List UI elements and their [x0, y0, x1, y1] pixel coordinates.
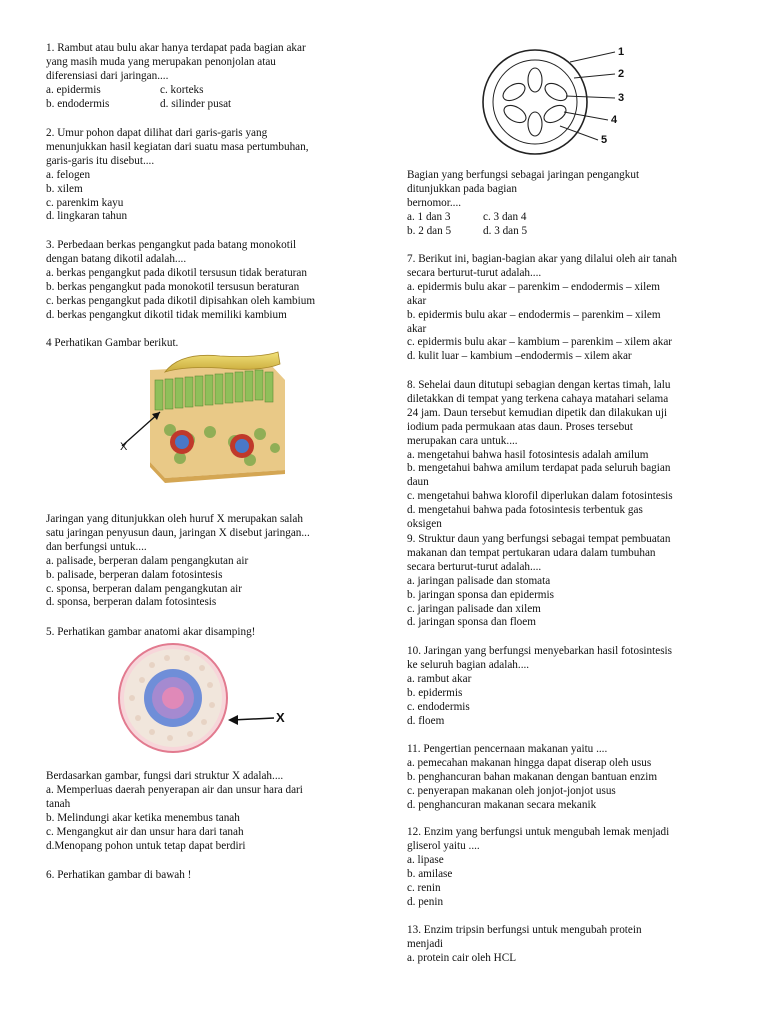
question-10	[407, 645, 737, 728]
q6-option-c: c. 3 dan 4	[483, 210, 527, 223]
q9-option-c: c. jaringan palisade dan xilem	[407, 602, 541, 615]
leaf-figure-label-x: X	[120, 441, 128, 453]
question-11-stem: 11. Pengertian pencernaan makanan yaitu ....	[407, 743, 608, 755]
question-12	[407, 826, 737, 909]
question-1-stem: 1. Rambut atau bulu akar hanya terdapat pada bagian akar yang masih muda yang merupakan penonjolan atau diferensiasi dari jaringan....	[46, 42, 306, 82]
q8-option-c: c. mengetahui bahwa klorofil diperlukan dalam fotosintesis	[407, 490, 673, 503]
q4-option-c: c. sponsa, berperan dalam pengangkutan air	[46, 582, 243, 595]
q9-option-b: b. jaringan sponsa dan epidermis	[407, 588, 554, 601]
q12-option-c: c. renin	[407, 881, 441, 894]
question-11	[407, 743, 737, 813]
q12-option-b: b. amilase	[407, 867, 453, 880]
question-12-stem: 12. Enzim yang berfungsi untuk mengubah lemak menjadi gliserol yaitu ....	[407, 826, 670, 852]
leaf-cross-section-figure	[110, 350, 290, 490]
question-2	[46, 127, 376, 224]
q3-option-b: b. berkas pengangkut pada monokotil tersusun beraturan	[46, 280, 300, 293]
question-13	[407, 924, 737, 966]
q7-option-b: b. epidermis bulu akar – endodermis – parenkim – xilem akar	[407, 308, 661, 335]
question-3-stem: 3. Perbedaan berkas pengangkut pada batang monokotil dengan batang dikotil adalah....	[46, 239, 297, 265]
q8-option-d: d. mengetahui bahwa pada fotosintesis terbentuk gas oksigen	[407, 504, 643, 531]
q8-option-b: b. mengetahui bahwa amilum terdapat pada seluruh bagian daun	[407, 462, 671, 489]
question-5-text: Berdasarkan gambar, fungsi dari struktur X adalah....	[46, 770, 284, 782]
q6-option-b: b. 2 dan 5	[407, 224, 452, 237]
question-4	[46, 513, 376, 610]
question-6-stem: 6. Perhatikan gambar di bawah !	[46, 869, 192, 881]
question-6-text: Bagian yang berfungsi sebagai jaringan pengangkut ditunjukkan pada bagian bernomor....	[407, 169, 640, 209]
q11-option-c: c. penyerapan makanan oleh jonjot-jonjot usus	[407, 784, 616, 797]
q4-option-a: a. palisade, berperan dalam pengangkutan air	[46, 554, 249, 567]
q6-option-a: a. 1 dan 3	[407, 210, 451, 223]
q11-option-b: b. penghancuran bahan makanan dengan bantuan enzim	[407, 770, 658, 783]
q13-option-a: a. protein cair oleh HCL	[407, 951, 517, 964]
q5-option-c: c. Mengangkut air dan unsur hara dari tanah	[46, 825, 244, 838]
q10-option-d: d. floem	[407, 714, 445, 727]
question-5-stem: 5. Perhatikan gambar anatomi akar disamping!	[46, 626, 256, 638]
question-4-text: Jaringan yang ditunjukkan oleh huruf X merupakan salah satu jaringan penyusun daun, jaringan X disebut jaringan... dan berfungsi untuk....	[46, 513, 310, 553]
question-1	[46, 42, 376, 112]
question-10-stem: 10. Jaringan yang berfungsi menyebarkan hasil fotosintesis ke seluruh bagian adalah....	[407, 645, 673, 671]
stem-figure-label-5: 5	[601, 134, 608, 146]
root-cross-section-figure	[112, 640, 292, 760]
question-4-stem: 4 Perhatikan Gambar berikut.	[46, 337, 179, 349]
q2-option-c: c. parenkim kayu	[46, 196, 124, 209]
q1-option-d: d. silinder pusat	[160, 97, 232, 110]
q11-option-d: d. penghancuran makanan secara mekanik	[407, 798, 597, 811]
q1-option-c: c. korteks	[160, 83, 204, 96]
q9-option-a: a. jaringan palisade dan stomata	[407, 574, 551, 587]
q4-option-b: b. palisade, berperan dalam fotosintesis	[46, 568, 223, 581]
q6-option-d: d. 3 dan 5	[483, 224, 528, 237]
q10-option-b: b. epidermis	[407, 686, 463, 699]
root-figure-label-x: X	[276, 710, 285, 725]
q10-option-a: a. rambut akar	[407, 672, 472, 685]
q7-option-d: d. kulit luar – kambium –endodermis – xilem akar	[407, 350, 632, 363]
q4-option-d: d. sponsa, berperan dalam fotosintesis	[46, 596, 217, 609]
question-9	[407, 533, 737, 630]
stem-figure-label-1: 1	[618, 46, 625, 58]
q3-option-c: c. berkas pengangkut pada dikotil dipisahkan oleh kambium	[46, 294, 316, 307]
question-6	[407, 169, 737, 239]
q5-option-a: a. Memperluas daerah penyerapan air dan unsur hara dari tanah	[46, 783, 303, 810]
question-9-stem: 9. Struktur daun yang berfungsi sebagai tempat pembuatan makanan dan tempat pertukaran udara dalam tumbuhan secara berturut-turut adalah....	[407, 533, 671, 573]
question-13-stem: 13. Enzim tripsin berfungsi untuk mengubah protein menjadi	[407, 924, 642, 950]
question-8	[407, 379, 737, 532]
question-8-stem: 8. Sehelai daun ditutupi sebagian dengan kertas timah, lalu diletakkan di tempat yang terkena cahaya matahari selama 24 jam. Daun tersebut kemudian dipetik dan dilakukan uji iodium pada permukaan atas daun. Proses tersebut merupakan cara untuk....	[407, 379, 671, 447]
q7-option-c: c. epidermis bulu akar – kambium – parenkim – xilem akar	[407, 336, 673, 349]
q3-option-a: a. berkas pengangkut pada dikotil tersusun tidak beraturan	[46, 266, 307, 279]
q1-option-a: a. epidermis	[46, 83, 101, 96]
q12-option-a: a. lipase	[407, 853, 444, 866]
question-2-stem: 2. Umur pohon dapat dilihat dari garis-garis yang menunjukkan hasil kegiatan dari suatu masa pertumbuhan, garis-garis itu disebut....	[46, 127, 309, 167]
stem-figure-label-3: 3	[618, 92, 625, 104]
q7-option-a: a. epidermis bulu akar – parenkim – endodermis – xilem akar	[407, 280, 660, 307]
q2-option-b: b. xilem	[46, 182, 83, 195]
q5-option-b: b. Melindungi akar ketika menembus tanah	[46, 811, 240, 824]
q12-option-d: d. penin	[407, 895, 444, 908]
q2-option-a: a. felogen	[46, 168, 91, 181]
q3-option-d: d. berkas pengangkut dikotil tidak memiliki kambium	[46, 308, 287, 321]
q9-option-d: d. jaringan sponsa dan floem	[407, 616, 536, 629]
q2-option-d: d. lingkaran tahun	[46, 210, 128, 223]
stem-figure-label-2: 2	[618, 68, 625, 80]
q10-option-c: c. endodermis	[407, 700, 470, 713]
q11-option-a: a. pemecahan makanan hingga dapat diserap oleh usus	[407, 756, 652, 769]
question-7-stem: 7. Berikut ini, bagian-bagian akar yang dilalui oleh air tanah secara berturut-turut adalah....	[407, 253, 677, 279]
question-7	[407, 253, 737, 364]
q5-option-d: d.Menopang pohon untuk tetap dapat berdiri	[46, 839, 246, 852]
question-5	[46, 770, 376, 853]
stem-figure-label-4: 4	[611, 114, 618, 126]
question-3	[46, 239, 376, 322]
q8-option-a: a. mengetahui bahwa hasil fotosintesis adalah amilum	[407, 448, 649, 461]
q1-option-b: b. endodermis	[46, 97, 110, 110]
